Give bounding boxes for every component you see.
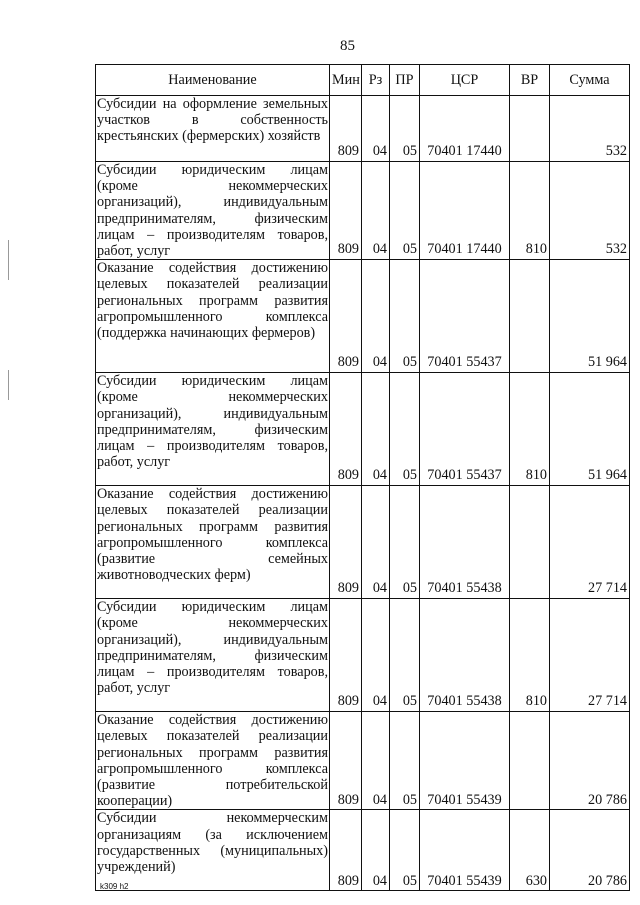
cell-name: Субсидии юридическим лицам (кроме некоммерческих организаций), индивидуальным предпринимателям, физическим лицам – производителям товаров, работ, услуг bbox=[96, 599, 330, 712]
header-vr: ВР bbox=[510, 65, 550, 96]
header-sum: Сумма bbox=[550, 65, 630, 96]
cell-pr: 05 bbox=[390, 599, 420, 712]
cell-rz: 04 bbox=[362, 712, 390, 810]
cell-vr: 810 bbox=[510, 162, 550, 260]
cell-pr: 05 bbox=[390, 162, 420, 260]
page-number: 85 bbox=[340, 38, 355, 54]
cell-vr bbox=[510, 712, 550, 810]
cell-rz: 04 bbox=[362, 260, 390, 373]
cell-sum: 51 964 bbox=[550, 373, 630, 486]
header-name: Наименование bbox=[96, 65, 330, 96]
cell-sum: 51 964 bbox=[550, 260, 630, 373]
table-row bbox=[96, 599, 630, 712]
cell-csr: 70401 17440 bbox=[420, 96, 510, 162]
cell-pr: 05 bbox=[390, 486, 420, 599]
table-row bbox=[96, 373, 630, 486]
cell-csr: 70401 55438 bbox=[420, 599, 510, 712]
cell-pr: 05 bbox=[390, 373, 420, 486]
cell-name: Субсидии на оформление земельных участков в собственность крестьянских (фермерских) хозяйств bbox=[96, 96, 330, 162]
cell-min: 809 bbox=[330, 712, 362, 810]
cell-rz: 04 bbox=[362, 96, 390, 162]
cell-min: 809 bbox=[330, 96, 362, 162]
cell-csr: 70401 55437 bbox=[420, 260, 510, 373]
header-rz: Рз bbox=[362, 65, 390, 96]
cell-vr: 810 bbox=[510, 373, 550, 486]
cell-pr: 05 bbox=[390, 260, 420, 373]
table-row bbox=[96, 712, 630, 810]
cell-csr: 70401 55439 bbox=[420, 712, 510, 810]
cell-csr: 70401 55438 bbox=[420, 486, 510, 599]
budget-table bbox=[95, 64, 630, 891]
cell-rz: 04 bbox=[362, 162, 390, 260]
cell-min: 809 bbox=[330, 599, 362, 712]
cell-sum: 532 bbox=[550, 96, 630, 162]
cell-name: Субсидии некоммерческим организациям (за исключением государственных (муниципальных) учреждений) bbox=[96, 810, 330, 891]
cell-pr: 05 bbox=[390, 96, 420, 162]
header-pr: ПР bbox=[390, 65, 420, 96]
cell-rz: 04 bbox=[362, 810, 390, 891]
cell-vr bbox=[510, 96, 550, 162]
cell-vr: 630 bbox=[510, 810, 550, 891]
table-row bbox=[96, 162, 630, 260]
cell-min: 809 bbox=[330, 162, 362, 260]
cell-pr: 05 bbox=[390, 712, 420, 810]
scan-margin-line bbox=[8, 240, 9, 280]
table-header-row bbox=[96, 65, 630, 96]
cell-name: Оказание содействия достижению целевых показателей реализации региональных программ развития агропромышленного комплекса (развитие потребительской кооперации) bbox=[97, 712, 328, 810]
cell-vr: 810 bbox=[510, 599, 550, 712]
table-row bbox=[96, 260, 630, 373]
footer-code: k309 h2 bbox=[100, 882, 129, 891]
cell-min: 809 bbox=[330, 260, 362, 373]
cell-sum: 27 714 bbox=[550, 599, 630, 712]
cell-rz: 04 bbox=[362, 373, 390, 486]
cell-name: Субсидии юридическим лицам (кроме некоммерческих организаций), индивидуальным предпринимателям, физическим лицам – производителям товаров, работ, услуг bbox=[97, 162, 328, 260]
cell-csr: 70401 55439 bbox=[420, 810, 510, 891]
cell-min: 809 bbox=[330, 810, 362, 891]
cell-min: 809 bbox=[330, 373, 362, 486]
header-csr: ЦСР bbox=[420, 65, 510, 96]
cell-sum: 532 bbox=[550, 162, 630, 260]
scan-margin-line bbox=[8, 370, 9, 400]
cell-name: Оказание содействия достижению целевых показателей реализации региональных программ развития агропромышленного комплекса (поддержка начинающих фермеров) bbox=[96, 260, 330, 373]
header-min: Мин bbox=[330, 65, 362, 96]
cell-rz: 04 bbox=[362, 599, 390, 712]
cell-min: 809 bbox=[330, 486, 362, 599]
cell-name: Оказание содействия достижению целевых показателей реализации региональных программ развития агропромышленного комплекса (развитие семейных животноводческих ферм) bbox=[96, 486, 330, 599]
cell-csr: 70401 55437 bbox=[420, 373, 510, 486]
table-row bbox=[96, 810, 630, 891]
cell-sum: 20 786 bbox=[550, 712, 630, 810]
cell-rz: 04 bbox=[362, 486, 390, 599]
table-row bbox=[96, 486, 630, 599]
cell-sum: 27 714 bbox=[550, 486, 630, 599]
cell-pr: 05 bbox=[390, 810, 420, 891]
cell-sum: 20 786 bbox=[550, 810, 630, 891]
cell-name: Субсидии юридическим лицам (кроме некоммерческих организаций), индивидуальным предпринимателям, физическим лицам – производителям товаров, работ, услуг bbox=[96, 373, 330, 486]
cell-csr: 70401 17440 bbox=[420, 162, 510, 260]
table-row bbox=[96, 96, 630, 162]
cell-vr bbox=[510, 260, 550, 373]
cell-vr bbox=[510, 486, 550, 599]
